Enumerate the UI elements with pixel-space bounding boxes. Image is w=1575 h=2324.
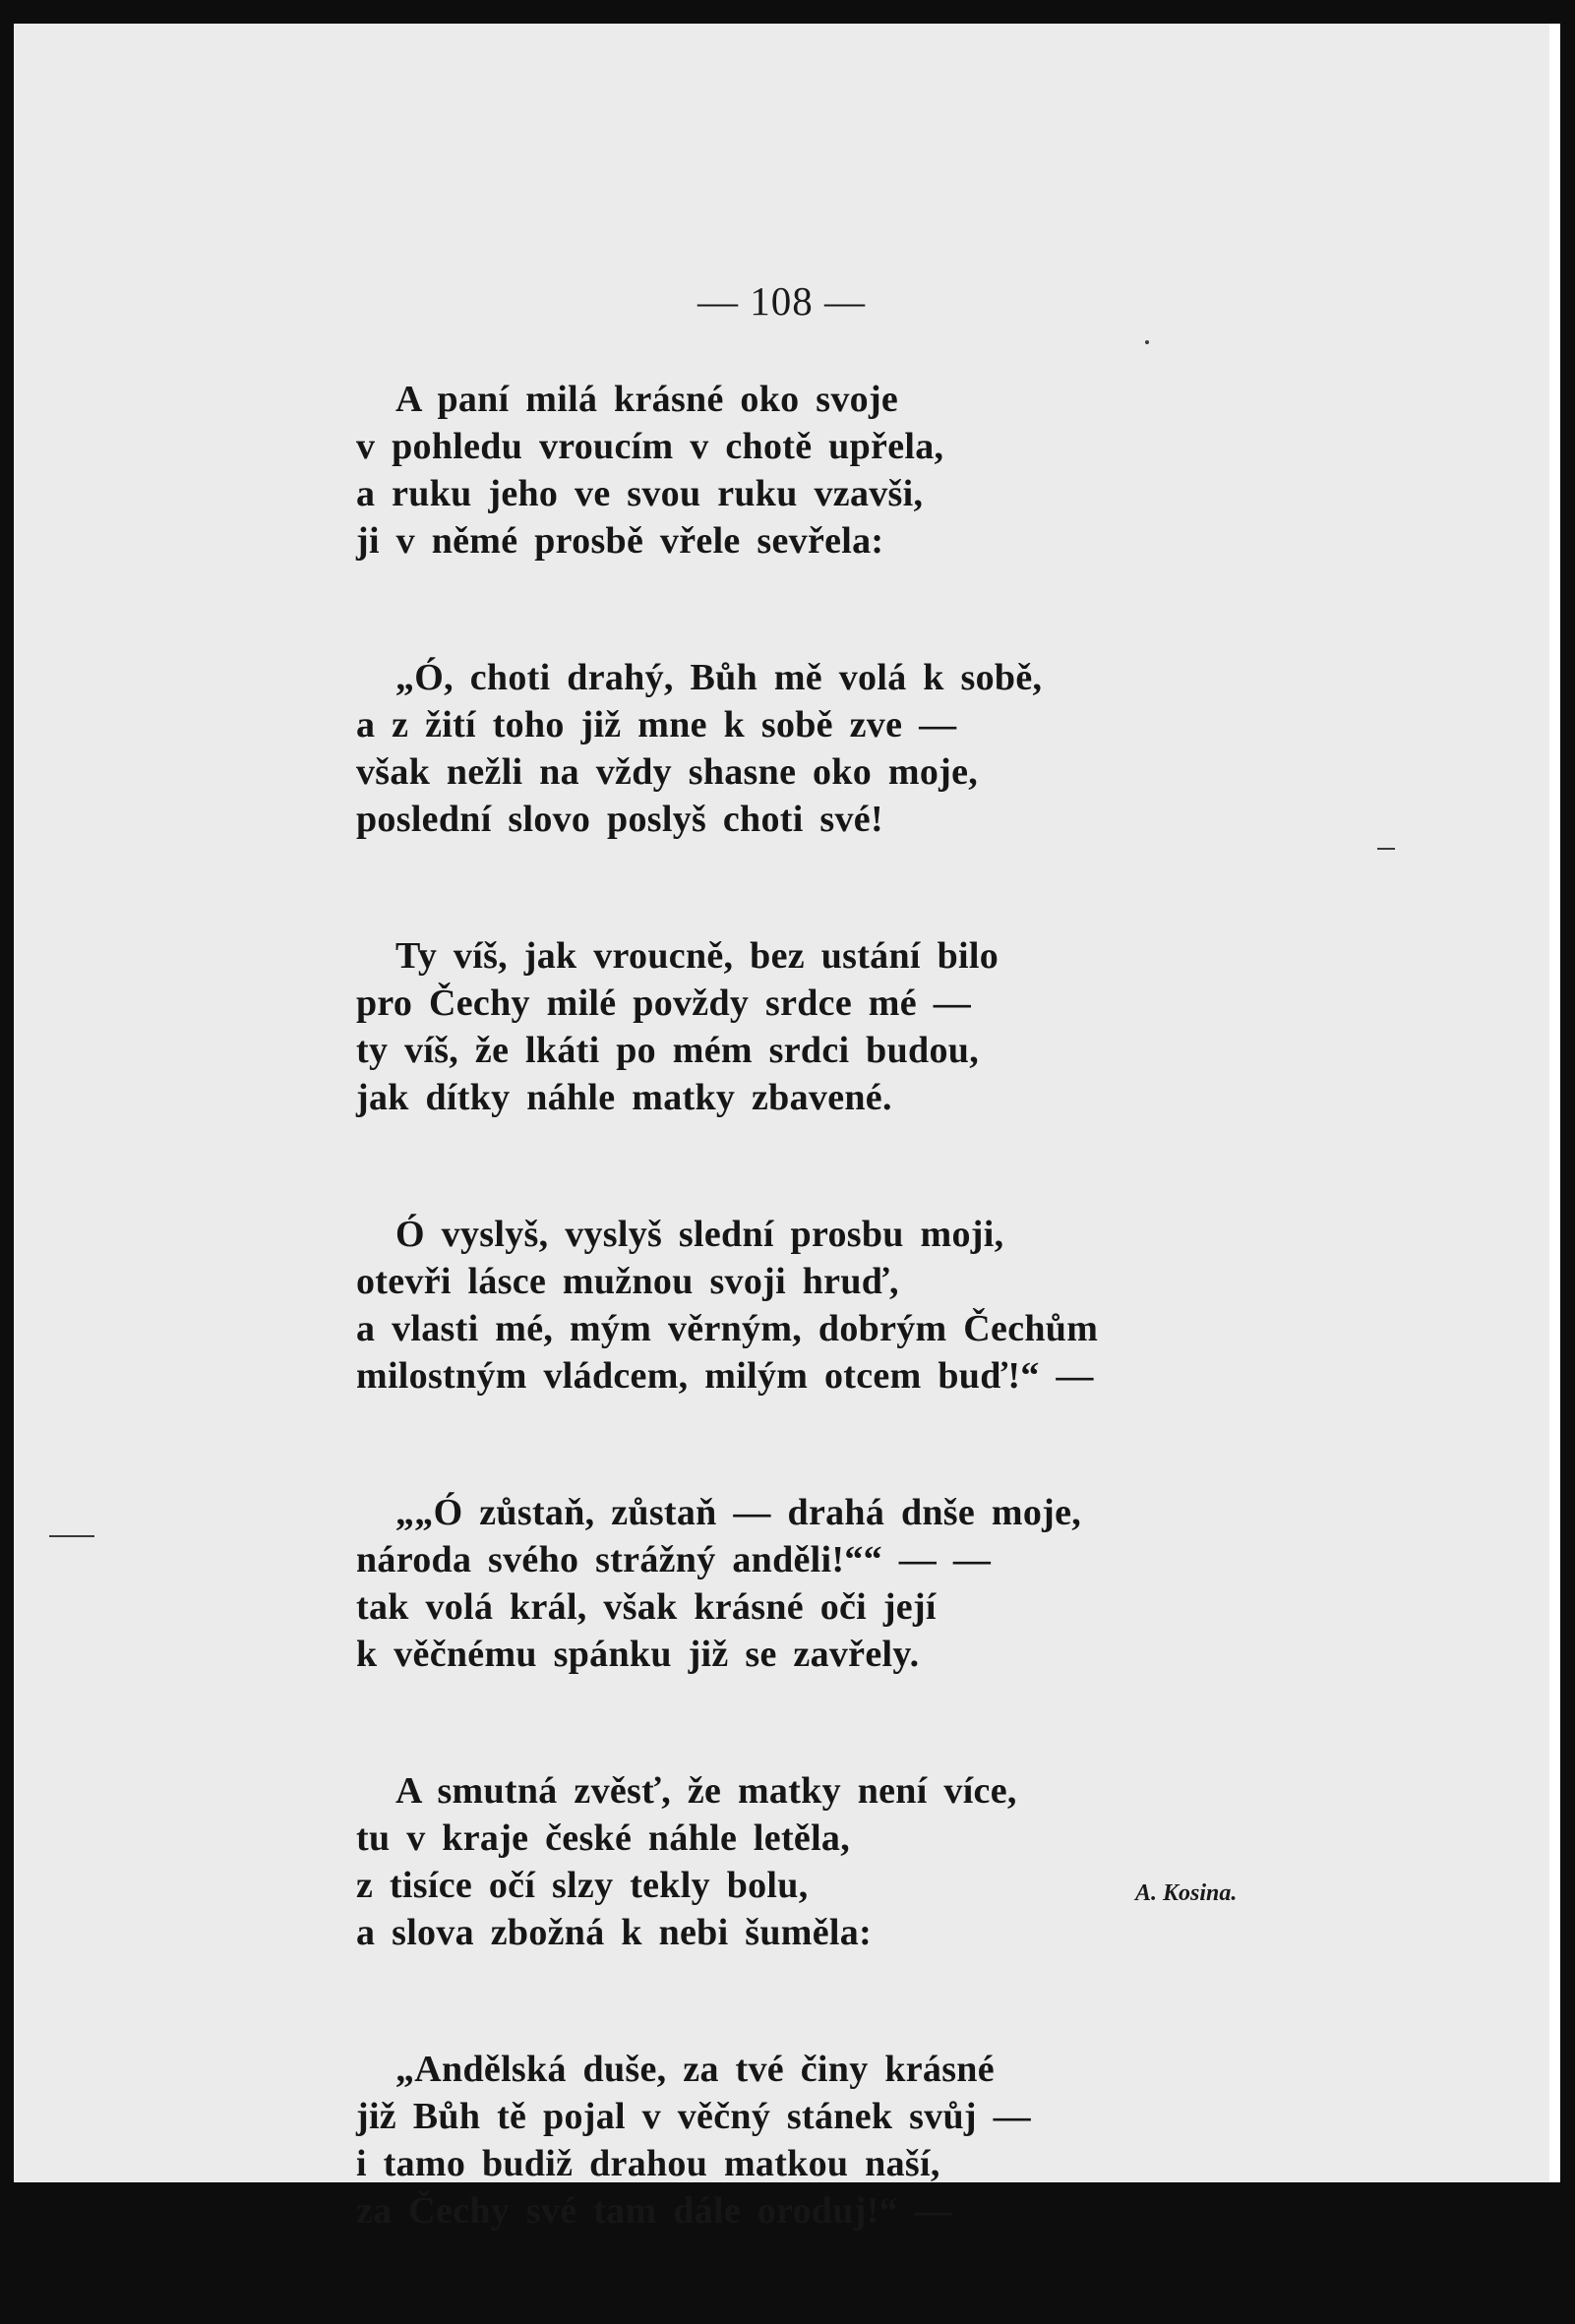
poem-line: a ruku jeho ve svou ruku vzavši, [356,473,924,514]
poem-line: Ó vyslyš, vyslyš slední prosbu moji, [395,1214,1004,1255]
poem-line: i tamo budiž drahou matkou naší, [356,2143,940,2184]
poem-line: ji v němé prosbě vřele sevřela: [356,520,884,562]
margin-mark [49,1535,94,1537]
poem-line: v pohledu vroucím v chotě upřela, [356,426,944,467]
page-number: — 108 — [697,278,866,324]
stanza-6 [356,1767,1320,1956]
poem-line: z tisíce očí slzy tekly bolu, [356,1865,809,1906]
poem-line: již Bůh tě pojal v věčný stánek svůj — [356,2096,1031,2137]
margin-mark [1377,848,1395,850]
poem-line: poslední slovo poslyš choti své! [356,799,883,840]
stanza-3 [356,932,1320,1121]
stanza-4 [356,1211,1320,1400]
scan-edge [1549,24,1560,2182]
poem-line: „Andělská duše, za tvé činy krásné [395,2049,995,2090]
poem-line: A paní milá krásné oko svoje [395,379,899,420]
poem-line: tu v kraje české náhle letěla, [356,1817,851,1859]
poem-line: a slova zbožná k nebi šuměla: [356,1912,873,1953]
poem-line: Ty víš, jak vroucně, bez ustání bilo [395,935,1000,977]
poem-line: otevři lásce mužnou svoji hruď, [356,1261,899,1302]
poem-line: ty víš, že lkáti po mém srdci budou, [356,1030,979,1071]
poem-line: a vlasti mé, mým věrným, dobrým Čechům [356,1308,1099,1349]
stanza-1 [356,376,1320,565]
poem-line: A smutná zvěsť, že matky není více, [395,1770,1017,1812]
poem-line: tak volá král, však krásné oči její [356,1586,937,1628]
poem [356,376,1320,2324]
stanza-5 [356,1489,1320,1678]
poem-line: „Ó, choti drahý, Bůh mě volá k sobě, [395,657,1043,698]
poem-line: „„Ó zůstaň, zůstaň — drahá dnše moje, [395,1492,1082,1533]
poem-line: jak dítky náhle matky zbavené. [356,1077,892,1118]
poem-line: národa svého strážný anděli!““ — — [356,1539,992,1580]
poem-line: milostným vládcem, milým otcem buď!“ — [356,1355,1094,1397]
poem-line: a z žití toho již mne k sobě zve — [356,704,957,745]
poem-line: k věčnému spánku již se zavřely. [356,1634,920,1675]
margin-mark [1145,340,1149,344]
poem-line: však nežli na vždy shasne oko moje, [356,751,979,793]
poem-line: pro Čechy milé povždy srdce mé — [356,983,972,1024]
stanza-2 [356,654,1320,843]
book-page [14,24,1549,2232]
stanza-7 [356,2046,1320,2235]
author-signature: A. Kosina. [1135,1880,1238,1906]
poem-line: za Čechy své tam dále oroduj!“ — [356,2190,953,2232]
